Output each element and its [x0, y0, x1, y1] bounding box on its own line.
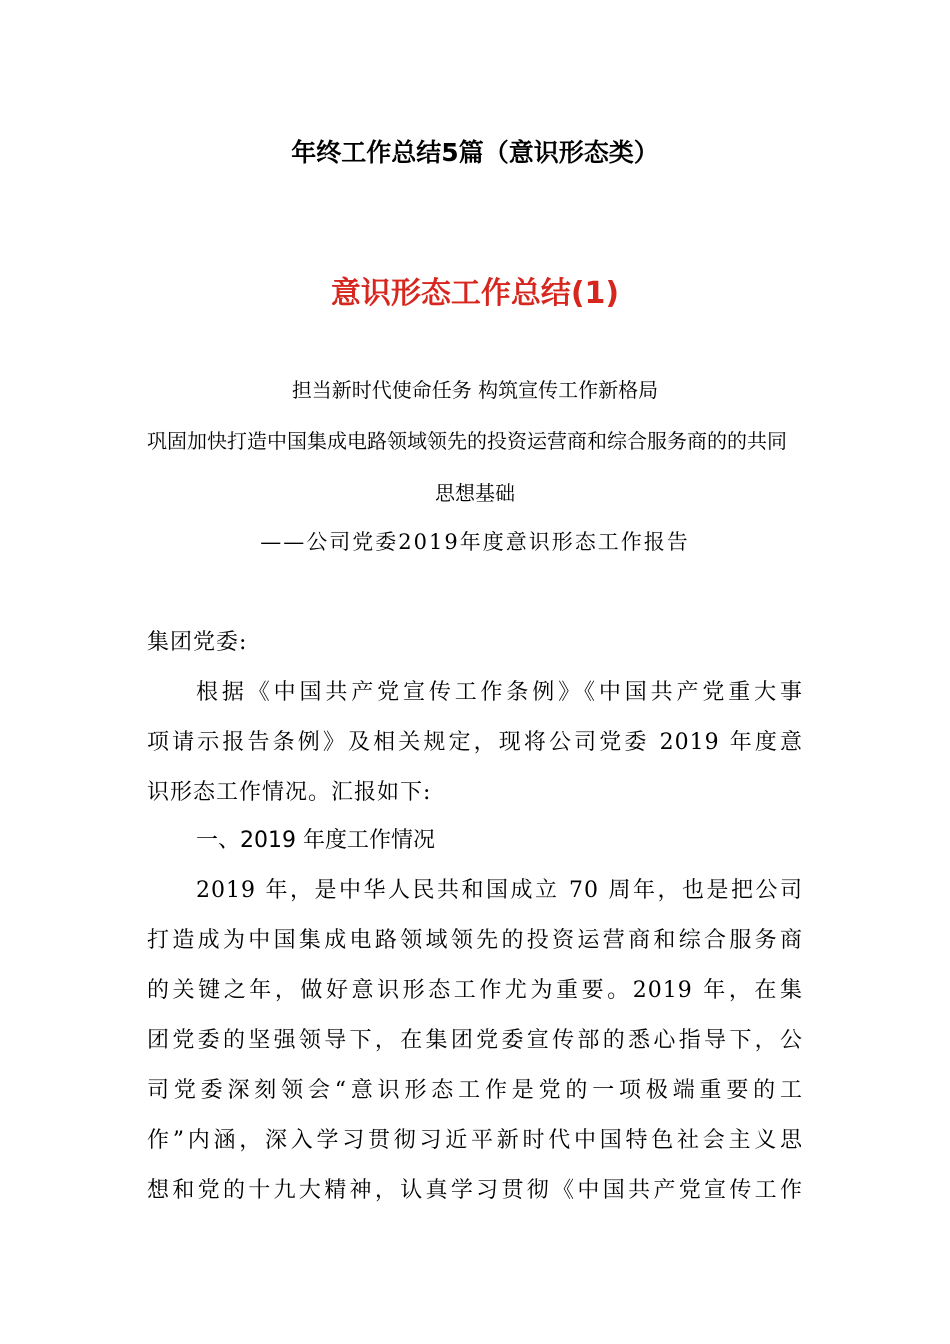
subtitle-line-2: 巩固加快打造中国集成电路领域领先的投资运营商和综合服务商的的共同 — [147, 429, 787, 453]
paragraph-1-line-1: 根据《中国共产党宣传工作条例》《中国共产党重大事 — [196, 680, 803, 705]
report-subtitle: ——公司党委2019年度意识形态工作报告 — [260, 530, 690, 554]
paragraph-2-line-6: 作”内涵，深入学习贯彻习近平新时代中国特色社会主义思 — [147, 1128, 803, 1153]
paragraph-1-line-2: 项请示报告条例》及相关规定，现将公司党委 2019 年度意 — [147, 730, 803, 755]
paragraph-2-line-4: 团党委的坚强领导下，在集团党委宣传部的悉心指导下，公 — [147, 1028, 803, 1053]
subtitle-line-3: 思想基础 — [435, 481, 515, 505]
salutation: 集团党委: — [147, 630, 248, 655]
document-title: 年终工作总结5篇（意识形态类） — [291, 138, 659, 167]
paragraph-1-line-3: 识形态工作情况。汇报如下: — [147, 780, 432, 805]
heading-section-one: 一、2019 年度工作情况 — [196, 828, 435, 853]
paragraph-2-line-3: 的关键之年，做好意识形态工作尤为重要。2019 年，在集 — [147, 978, 803, 1003]
paragraph-2-line-5: 司党委深刻领会“意识形态工作是党的一项极端重要的工 — [147, 1078, 803, 1103]
section-title: 意识形态工作总结(1) — [330, 276, 620, 311]
paragraph-2-line-1: 2019 年，是中华人民共和国成立 70 周年，也是把公司 — [196, 878, 803, 903]
paragraph-2-line-7: 想和党的十九大精神，认真学习贯彻《中国共产党宣传工作 — [147, 1178, 803, 1203]
subtitle-line-1: 担当新时代使命任务 构筑宣传工作新格局 — [291, 378, 659, 402]
paragraph-2-line-2: 打造成为中国集成电路领域领先的投资运营商和综合服务商 — [147, 928, 803, 953]
